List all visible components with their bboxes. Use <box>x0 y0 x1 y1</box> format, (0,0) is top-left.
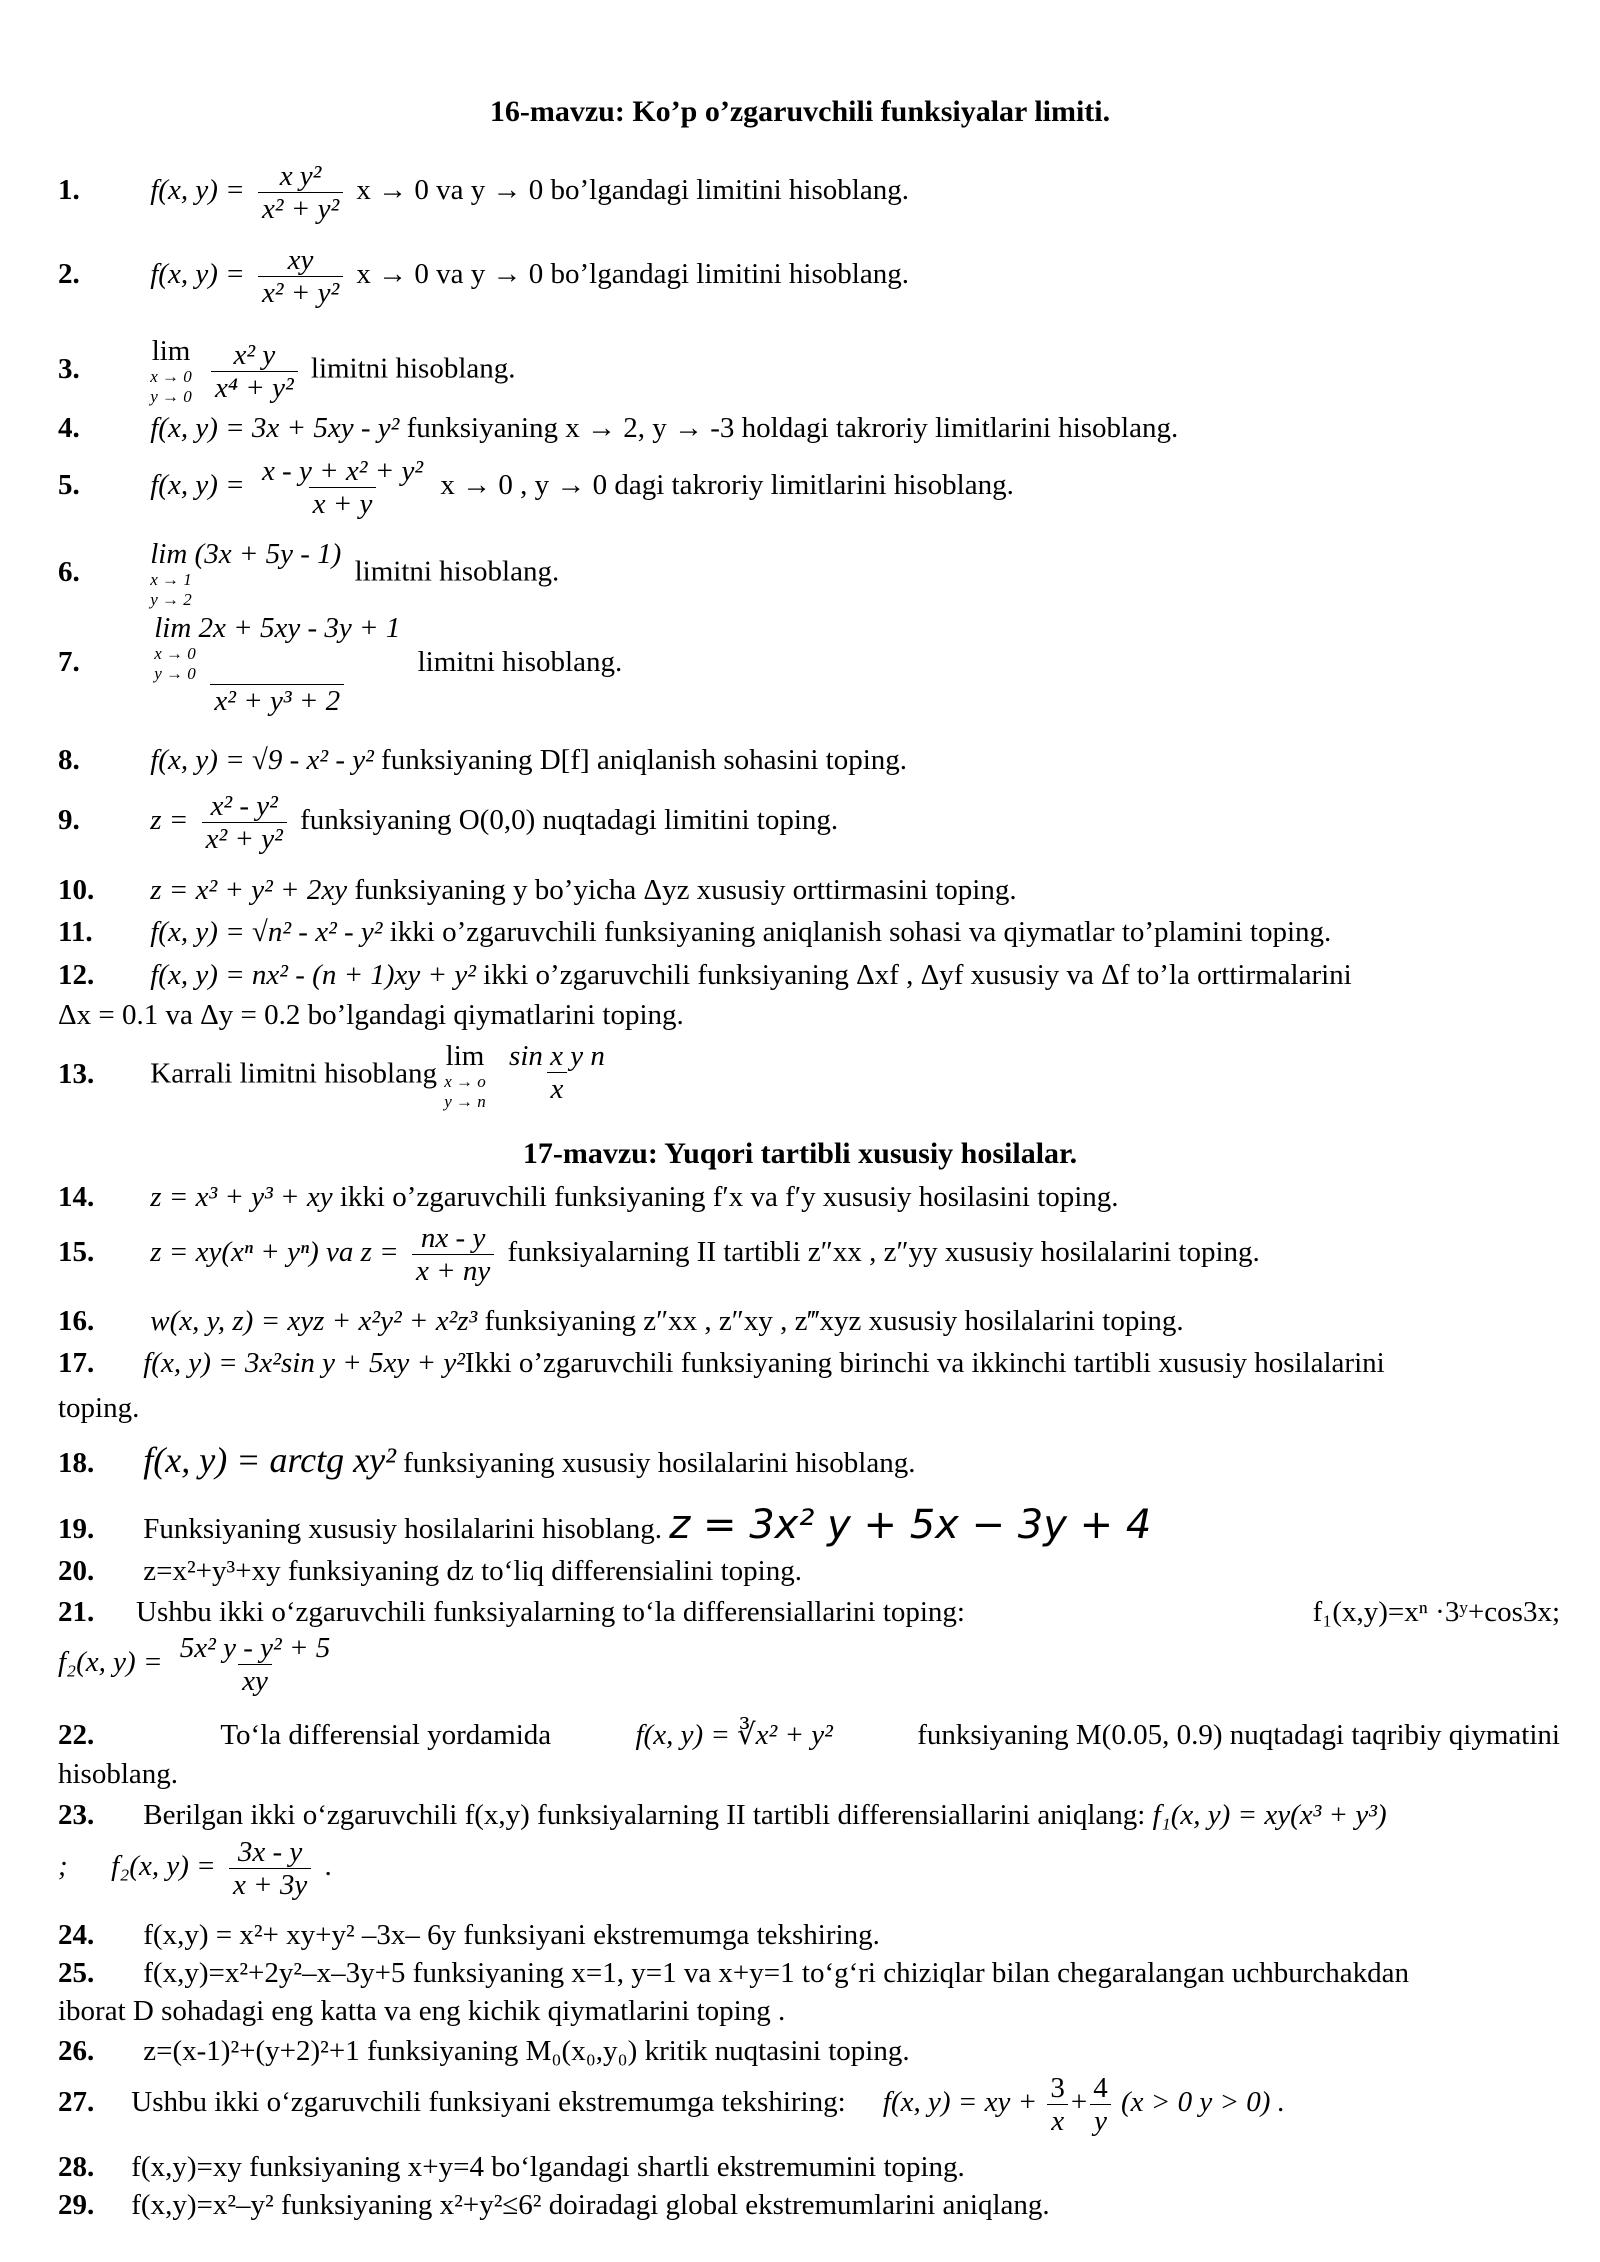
formula-lhs: f(x, y) = <box>150 174 245 207</box>
problem-number: 6. <box>58 555 80 588</box>
problem-number: 28. <box>58 2151 95 2183</box>
problem-text: x → 0 va y → 0 bo’lgandagi limitini hisoblang. <box>356 174 909 207</box>
problem-29 <box>58 2188 1560 2222</box>
denominator: x² + y² <box>202 822 287 855</box>
denominator: xy <box>238 1664 272 1697</box>
problem-text: Ushbu ikki o‘zgaruvchili funksiyalarning to‘la differensiallarini toping: <box>136 1596 965 1628</box>
numerator: x² - y² <box>210 790 278 822</box>
formula-condition: (x > 0 y > 0) . <box>1121 2086 1285 2119</box>
formula: z = 3x² y + 5x − 3y + 4 <box>669 1502 1152 1548</box>
problem-number: 3. <box>58 352 80 385</box>
problem-text-after: funksiyaning M(0.05, 0.9) nuqtadagi taqribiy qiymatini <box>917 1719 1560 1751</box>
denominator: x² + y² <box>258 276 343 309</box>
problem-text: f(x,y) = x²+ xy+y² –3x– 6y funksiyani ekstremumga tekshiring. <box>143 1919 880 1951</box>
problem-text: funksiyaning y bo’yicha Δyz xususiy orttirmasini toping. <box>354 874 1017 906</box>
problem-text: ikki o’zgaruvchili funksiyaning Δxf , Δyf xususiy va Δf to’la orttirmalarini <box>483 959 1352 991</box>
problem-text: x → 0 , y → 0 dagi takroriy limitlarini hisoblang. <box>440 469 1014 502</box>
heading-topic-16: 16-mavzu: Ko’p o’zgaruvchili funksiyalar limiti. <box>489 95 1111 128</box>
problem-number: 17. <box>58 1347 95 1379</box>
problem-text: ikki o’zgaruvchili funksiyaning f′x va f′y xususiy hosilasini toping. <box>339 1181 1119 1213</box>
problem-text: f(x,y)=x²+2y²–x–3y+5 funksiyaning x=1, y=1 va x+y=1 to‘g‘ri chiziqlar bilan chegaralangan uchburchakdan <box>143 1957 1409 1989</box>
formula-lhs: f₂(x, y) = <box>58 1646 163 1679</box>
fraction <box>258 160 343 225</box>
numerator: nx - y <box>420 1222 486 1254</box>
problem-23-continued: ; f₂(x, y) = $\frac{3x - y}{x + 3y}$ . <box>58 1836 332 1901</box>
problem-25 <box>58 1956 1560 1990</box>
problem-12 <box>58 958 1560 992</box>
limit-subscript: x → o y → n <box>444 1072 486 1111</box>
problem-27: 27. Ushbu ikki o‘zgaruvchili funksiyani ekstremumga tekshiring: f(x, y) = xy + $\frac{3}{x}$ + $\frac{4}{y}$ (x > 0 y > 0) . <box>58 2072 1285 2137</box>
problem-text: funksiyaning D[f] aniqlanish sohasini toping. <box>381 744 908 776</box>
problem-6 <box>58 538 1560 610</box>
problem-2 <box>58 244 1560 309</box>
problem-number: 12. <box>58 959 95 991</box>
problem-number: 10. <box>58 874 95 906</box>
problem-number: 1. <box>58 174 80 207</box>
problem-number: 14. <box>58 1181 95 1213</box>
fraction <box>202 790 287 855</box>
fraction <box>229 1836 311 1901</box>
problem-text: Karrali limitni hisoblang <box>150 1057 437 1090</box>
problem-13 <box>58 1040 1560 1112</box>
denominator: x + 3y <box>229 1868 311 1901</box>
denominator: x + ny <box>412 1254 494 1287</box>
problem-16 <box>58 1304 1560 1338</box>
problem-24 <box>58 1918 1560 1952</box>
problem-18 <box>58 1440 1560 1480</box>
fraction <box>258 244 343 309</box>
problem-text: funksiyaning z″xx , z″xy , z‴xyz xususiy hosilalarini toping. <box>484 1305 1184 1337</box>
limit-operator: lim x → o y → n <box>444 1040 486 1111</box>
problem-21-continued <box>58 1632 1560 1697</box>
problem-text: funksiyaning x → 2, y → -3 holdagi takroriy limitlarini hisoblang. <box>406 412 1179 444</box>
problem-text: x → 0 va y → 0 bo’lgandagi limitini hisoblang. <box>356 258 909 291</box>
problem-23 <box>58 1798 1560 1832</box>
denominator: x² + y³ + 2 <box>210 684 344 717</box>
denominator: x <box>1047 2104 1068 2137</box>
numerator: sin x y n <box>509 1040 605 1072</box>
denominator: x⁴ + y² <box>211 371 298 404</box>
problem-number: 20. <box>58 1555 95 1587</box>
formula-lhs: ; f₂(x, y) = <box>58 1850 216 1883</box>
problem-number: 25. <box>58 1957 95 1989</box>
formula: f(x, y) = 3x²sin y + 5xy + y² <box>143 1347 465 1379</box>
problem-number: 11. <box>58 916 93 948</box>
formula-lhs: f(x, y) = <box>150 469 245 502</box>
formula: z = x² + y² + 2xy <box>150 874 348 906</box>
problem-text: funksiyalarning II tartibli z″xx , z″yy xususiy hosilalarini toping. <box>507 1236 1260 1269</box>
problem-number: 2. <box>58 258 80 291</box>
formula: f(x, y) = nx² - (n + 1)xy + y² <box>150 959 476 991</box>
problem-text: z=x²+y³+xy funksiyaning dz to‘liq differensialini toping. <box>143 1555 802 1587</box>
denominator: x <box>547 1072 568 1105</box>
heading-topic-17: 17-mavzu: Yuqori tartibli xususiy hosilalar. <box>522 1137 1078 1170</box>
problem-number: 15. <box>58 1236 95 1269</box>
problem-19 <box>58 1502 1560 1548</box>
formula: f₁(x,y)=xⁿ ·3ʸ+cos3x; <box>1312 1596 1560 1628</box>
problem-number: 27. <box>58 2086 95 2119</box>
problem-number: 5. <box>58 469 80 502</box>
problem-3 <box>58 335 1560 407</box>
formula: lim (3x + 5y - 1) <box>150 538 342 570</box>
formula: z = xy(xⁿ + yⁿ) va z = <box>150 1236 399 1269</box>
formula: f(x, y) = 3x + 5xy - y² <box>150 412 400 444</box>
fraction <box>258 455 427 520</box>
problem-10 <box>58 873 1560 907</box>
problem-28 <box>58 2150 1560 2184</box>
problem-17-continued: toping. <box>58 1392 140 1424</box>
problem-12-continued: Δx = 0.1 va Δy = 0.2 bo’lgandagi qiymatlarini toping. <box>58 999 684 1031</box>
problem-22-continued: hisoblang. <box>58 1758 179 1790</box>
formula: f₁(x, y) = xy(x³ + y³) <box>1152 1799 1387 1831</box>
denominator: x + y <box>309 487 377 520</box>
numerator: 5x² y - y² + 5 <box>179 1632 331 1664</box>
problem-number: 26. <box>58 2035 95 2067</box>
problem-1 <box>58 160 1560 225</box>
problem-number: 13. <box>58 1057 95 1090</box>
numerator: 4 <box>1093 2072 1108 2104</box>
formula: f(x, y) = xy + <box>882 2086 1038 2119</box>
problem-text: limitni hisoblang. <box>354 555 560 588</box>
problem-text: ikki o’zgaruvchili funksiyaning aniqlanish sohasi va qiymatlar to’plamini toping. <box>389 916 1332 948</box>
problem-text: Ushbu ikki o‘zgaruvchili funksiyani ekstremumga tekshiring: <box>131 2086 846 2119</box>
formula: f(x, y) = √9 - x² - y² <box>150 744 374 776</box>
problem-9 <box>58 790 1560 855</box>
limit-subscript: x → 0 y → 0 <box>154 644 196 683</box>
problem-text: Berilgan ikki o‘zgaruvchili f(x,y) funksiyalarning II tartibli differensiallarini aniqlang: <box>143 1799 1146 1831</box>
formula-lhs: f(x, y) = <box>150 258 245 291</box>
fraction <box>150 612 404 717</box>
fraction <box>505 1040 609 1105</box>
denominator: y <box>1090 2104 1111 2137</box>
problem-25-continued: iborat D sohadagi eng katta va eng kichik qiymatlarini toping . <box>58 1995 786 2027</box>
problem-number: 4. <box>58 412 80 444</box>
problem-number: 22. <box>58 1719 95 1751</box>
problem-number: 8. <box>58 744 80 776</box>
problem-number: 23. <box>58 1799 95 1831</box>
problem-text: limitni hisoblang. <box>417 646 623 679</box>
problem-5 <box>58 455 1560 520</box>
numerator: lim 2x + 5xy - 3y + 1 <box>154 612 401 644</box>
problem-text: Ikki o’zgaruvchili funksiyaning birinchi va ikkinchi tartibli xususiy hosilalarini <box>464 1347 1385 1379</box>
problem-14 <box>58 1180 1560 1214</box>
problem-number: 18. <box>58 1447 95 1479</box>
problem-20 <box>58 1554 1560 1588</box>
formula: w(x, y, z) = xyz + x²y² + x²z³ <box>150 1305 478 1337</box>
formula: f(x, y) = arctg xy² <box>143 1440 396 1480</box>
problem-text: To‘la differensial yordamida <box>220 1719 552 1751</box>
problem-17 <box>58 1346 1560 1380</box>
problem-number: 24. <box>58 1919 95 1951</box>
problem-number: 9. <box>58 804 80 837</box>
fraction <box>412 1222 494 1287</box>
denominator: x² + y² <box>258 192 343 225</box>
problem-number: 21. <box>58 1596 95 1628</box>
problem-8 <box>58 743 1560 777</box>
limit-subscript: x → 1 y → 2 <box>150 570 192 609</box>
numerator: 3x - y <box>237 1836 303 1868</box>
problem-text: limitni hisoblang. <box>310 352 516 385</box>
formula: f(x, y) = ∛x² + y² <box>635 1719 833 1751</box>
problem-26 <box>58 2034 1560 2068</box>
fraction <box>176 1632 334 1697</box>
numerator: xy <box>287 244 314 276</box>
fraction <box>211 339 298 404</box>
formula-lhs: z = <box>150 804 189 837</box>
limit-subscript: x → 0 y → 0 <box>150 367 192 406</box>
problem-number: 16. <box>58 1305 95 1337</box>
numerator: x² y <box>233 338 276 371</box>
problem-11 <box>58 915 1560 949</box>
problem-22 <box>58 1718 1560 1752</box>
problem-number: 19. <box>58 1513 95 1545</box>
formula: z = x³ + y³ + xy <box>150 1181 333 1213</box>
formula: f(x, y) = √n² - x² - y² <box>150 916 383 948</box>
problem-text: funksiyaning xususiy hosilalarini hisoblang. <box>403 1447 916 1479</box>
problem-text: z=(x-1)²+(y+2)²+1 funksiyaning M₀(x₀,y₀) kritik nuqtasini toping. <box>143 2035 910 2067</box>
problem-text: Funksiyaning xususiy hosilalarini hisoblang. <box>143 1513 663 1545</box>
problem-4 <box>58 411 1560 445</box>
problem-number: 29. <box>58 2189 95 2221</box>
problem-text: f(x,y)=xy funksiyaning x+y=4 bo‘lgandagi shartli ekstremumini toping. <box>131 2151 965 2183</box>
problem-number: 7. <box>58 646 80 679</box>
problem-21 <box>58 1595 1560 1629</box>
limit-operator <box>150 538 341 610</box>
problem-15 <box>58 1222 1560 1287</box>
numerator: x - y + x² + y² <box>261 455 424 487</box>
fraction <box>1089 2072 1112 2137</box>
numerator: 3 <box>1050 2072 1065 2104</box>
limit-operator: lim x → 0 y → 0 <box>150 335 192 406</box>
numerator: x y² <box>279 160 322 192</box>
problem-text: f(x,y)=x²–y² funksiyaning x²+y²≤6² doiradagi global ekstremumlarini aniqlang. <box>131 2189 1050 2221</box>
fraction <box>1046 2072 1069 2137</box>
problem-7 <box>58 612 1560 717</box>
problem-text: funksiyaning O(0,0) nuqtadagi limitini toping. <box>300 804 839 837</box>
